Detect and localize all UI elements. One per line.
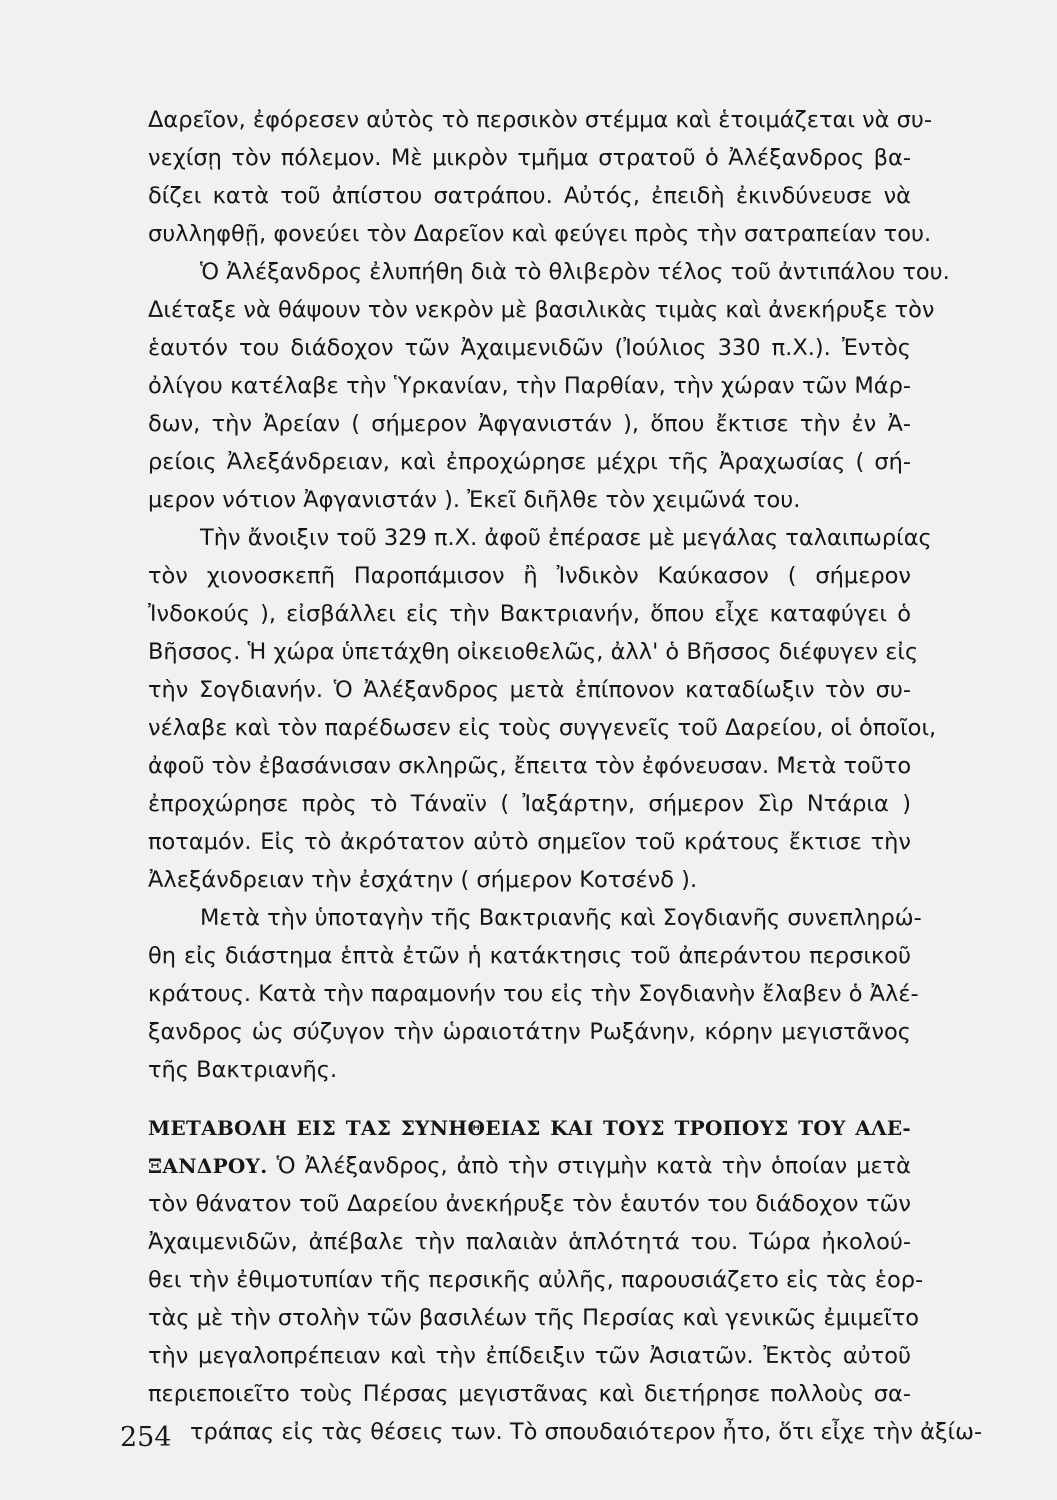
page-number: 254 <box>120 1422 172 1453</box>
text-line: Δαρεῖον, ἐφόρεσεν αὐτὸς τὸ περσικὸν στέμμα καὶ ἑτοιμάζεται νὰ συ- <box>148 107 933 133</box>
text-line: ἐπροχώρησε πρὸς τὸ Τάναϊν ( Ἰαξάρτην, σήμερον Σὶρ Ντάρια ) <box>148 791 911 817</box>
text-line: Μετὰ τὴν ὑποταγὴν τῆς Βακτριανῆς καὶ Σογδιανῆς συνεπληρώ- <box>200 905 922 931</box>
section-heading <box>148 1112 911 1144</box>
section-heading-title-end: ΞΑΝΔΡΟΥ. <box>148 1154 268 1178</box>
text-line: κράτους. Κατὰ τὴν παραμονήν του εἰς τὴν Σογδιανὴν ἔλαβεν ὁ Ἀλέ- <box>148 981 919 1007</box>
text-line: περιεποιεῖτο τοὺς Πέρσας μεγιστᾶνας καὶ διετήρησε πολλοὺς σα- <box>148 1381 911 1407</box>
text-line: τὸν θάνατον τοῦ Δαρείου ἀνεκήρυξε τὸν ἑαυτόν του διάδοχον τῶν <box>148 1191 911 1217</box>
text-line: νέλαβε καὶ τὸν παρέδωσεν εἰς τοὺς συγγενεῖς τοῦ Δαρείου, οἱ ὁποῖοι, <box>148 715 937 741</box>
text-line: νεχίσῃ τὸν πόλεμον. Μὲ μικρὸν τμῆμα στρατοῦ ὁ Ἀλέξανδρος βα- <box>148 145 911 171</box>
section-body-start: Ὁ Ἀλέξανδρος, ἀπὸ τὴν στιγμὴν κατὰ τὴν ὁποίαν μετὰ <box>267 1153 911 1179</box>
text-line <box>148 1150 911 1182</box>
text-line: τὴν μεγαλοπρέπειαν καὶ τὴν ἐπίδειξιν τῶν Ἀσιατῶν. Ἐκτὸς αὐτοῦ <box>148 1343 911 1369</box>
section-heading-title: ΜΕΤΑΒΟΛΗ ΕΙΣ ΤΑΣ ΣΥΝΗΘΕΙΑΣ ΚΑΙ ΤΟΥΣ ΤΡΟΠΟΥΣ ΤΟΥ ΑΛΕ- <box>148 1116 911 1140</box>
text-line: ρείοις Ἀλεξάνδρειαν, καὶ ἐπροχώρησε μέχρι τῆς Ἀραχωσίας ( σή- <box>148 449 911 475</box>
text-line: τὸν χιονοσκεπῆ Παροπάμισον ἢ Ἰνδικὸν Καύκασον ( σήμερον <box>148 563 911 589</box>
text-line: Ὁ Ἀλέξανδρος ἐλυπήθη διὰ τὸ θλιβερὸν τέλος τοῦ ἀντιπάλου του. <box>200 259 950 285</box>
text-line: Ἀχαιμενιδῶν, ἀπέβαλε τὴν παλαιὰν ἁπλότητά του. Τώρα ἠκολού- <box>148 1229 911 1255</box>
text-line: θει τὴν ἐθιμοτυπίαν τῆς περσικῆς αὐλῆς, παρουσιάζετο εἰς τὰς ἑορ- <box>148 1267 924 1293</box>
text-line: δίζει κατὰ τοῦ ἀπίστου σατράπου. Αὐτός, ἐπειδὴ ἐκινδύνευσε νὰ <box>148 183 911 209</box>
text-line: ὀλίγου κατέλαβε τὴν Ὑρκανίαν, τὴν Παρθίαν, τὴν χώραν τῶν Μάρ- <box>148 373 911 399</box>
text-line: θη εἰς διάστημα ἑπτὰ ἐτῶν ἡ κατάκτησις τοῦ ἀπεράντου περσικοῦ <box>148 943 911 969</box>
text-line: Διέταξε νὰ θάψουν τὸν νεκρὸν μὲ βασιλικὰς τιμὰς καὶ ἀνεκήρυξε τὸν <box>148 297 935 323</box>
text-line: μερον νότιον Ἀφγανιστάν ). Ἐκεῖ διῆλθε τὸν χειμῶνά του. <box>148 487 801 513</box>
text-line: Ἰνδοκούς ), εἰσβάλλει εἰς τὴν Βακτριανήν, ὅπου εἶχε καταφύγει ὁ <box>148 601 911 627</box>
text-line: δων, τὴν Ἀρείαν ( σήμερον Ἀφγανιστάν ), ὅπου ἔκτισε τὴν ἐν Ἀ- <box>148 411 911 437</box>
text-line: τράπας εἰς τὰς θέσεις των. Τὸ σπουδαιότερον ἦτο, ὅτι εἶχε τὴν ἀξίω- <box>190 1419 983 1445</box>
text-line: τὴν Σογδιανήν. Ὁ Ἀλέξανδρος μετὰ ἐπίπονον καταδίωξιν τὸν συ- <box>148 677 911 703</box>
text-line: ποταμόν. Εἰς τὸ ἀκρότατον αὐτὸ σημεῖον τοῦ κράτους ἔκτισε τὴν <box>148 829 911 855</box>
text-line: Βῆσσος. Ἡ χώρα ὑπετάχθη οἰκειοθελῶς, ἀλλ' ὁ Βῆσσος διέφυγεν εἰς <box>148 639 919 665</box>
text-line: τῆς Βακτριανῆς. <box>148 1057 338 1083</box>
text-line: Ἀλεξάνδρειαν τὴν ἐσχάτην ( σήμερον Κοτσένδ ). <box>148 867 698 893</box>
text-line: Τὴν ἄνοιξιν τοῦ 329 π.Χ. ἀφοῦ ἐπέρασε μὲ μεγάλας ταλαιπωρίας <box>200 525 932 551</box>
text-line: ἑαυτόν του διάδοχον τῶν Ἀχαιμενιδῶν (Ἰούλιος 330 π.Χ.). Ἐντὸς <box>148 335 911 361</box>
text-line: συλληφθῇ, φονεύει τὸν Δαρεῖον καὶ φεύγει πρὸς τὴν σατραπείαν του. <box>148 221 932 247</box>
text-line: ξανδρος ὡς σύζυγον τὴν ὡραιοτάτην Ρωξάνην, κόρην μεγιστᾶνος <box>148 1019 911 1045</box>
text-line: τὰς μὲ τὴν στολὴν τῶν βασιλέων τῆς Περσίας καὶ γενικῶς ἐμιμεῖτο <box>148 1305 920 1331</box>
text-line: ἀφοῦ τὸν ἐβασάνισαν σκληρῶς, ἔπειτα τὸν ἐφόνευσαν. Μετὰ τοῦτο <box>148 753 912 779</box>
